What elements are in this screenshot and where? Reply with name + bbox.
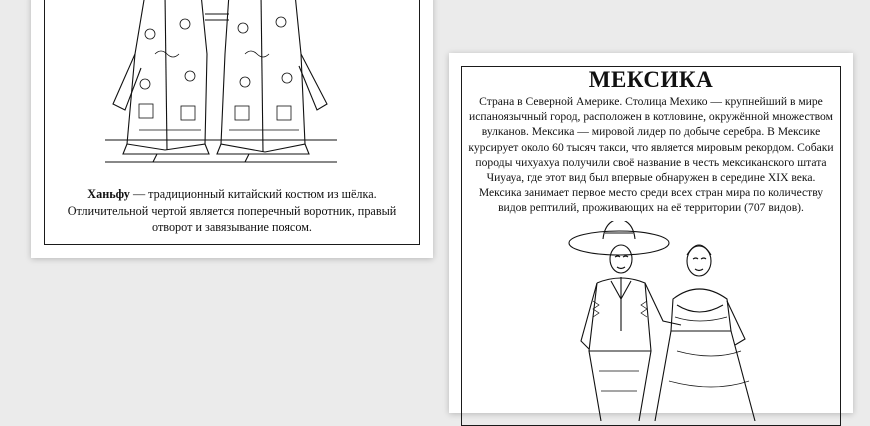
country-description: Страна в Северной Америке. Столица Мехико — крупнейший в мире испаноязычный город, расположен в котловине, окружённой множеством вулканов. Мексика — мировой лидер по добыче серебра. В Мексике курсирует около 60 тысяч такси, что является мировым рекордом. Собаки породы чихуахуа получили своё название в честь мексиканского штата Чиуауа, где этот вид был впервые обнаружен в середине XIX века. Мексика занимает первое место среди всех стран мира по количеству видов рептилий, проживающих на её территории (707 видов). — [468, 95, 834, 215]
country-title: МЕКСИКА — [588, 67, 714, 92]
hanfu-couple-illustration — [105, 0, 337, 164]
coloring-card-mexico — [449, 53, 853, 413]
hanfu-term: Ханьфу — [87, 187, 130, 201]
coloring-card-china — [31, 0, 433, 258]
mexican-couple-illustration — [559, 221, 759, 421]
hanfu-caption — [49, 186, 415, 236]
hanfu-description: — традиционный китайский костюм из шёлка. Отличительной чертой является поперечный воротник, правый отворот и завязывание поясом. — [67, 187, 397, 234]
